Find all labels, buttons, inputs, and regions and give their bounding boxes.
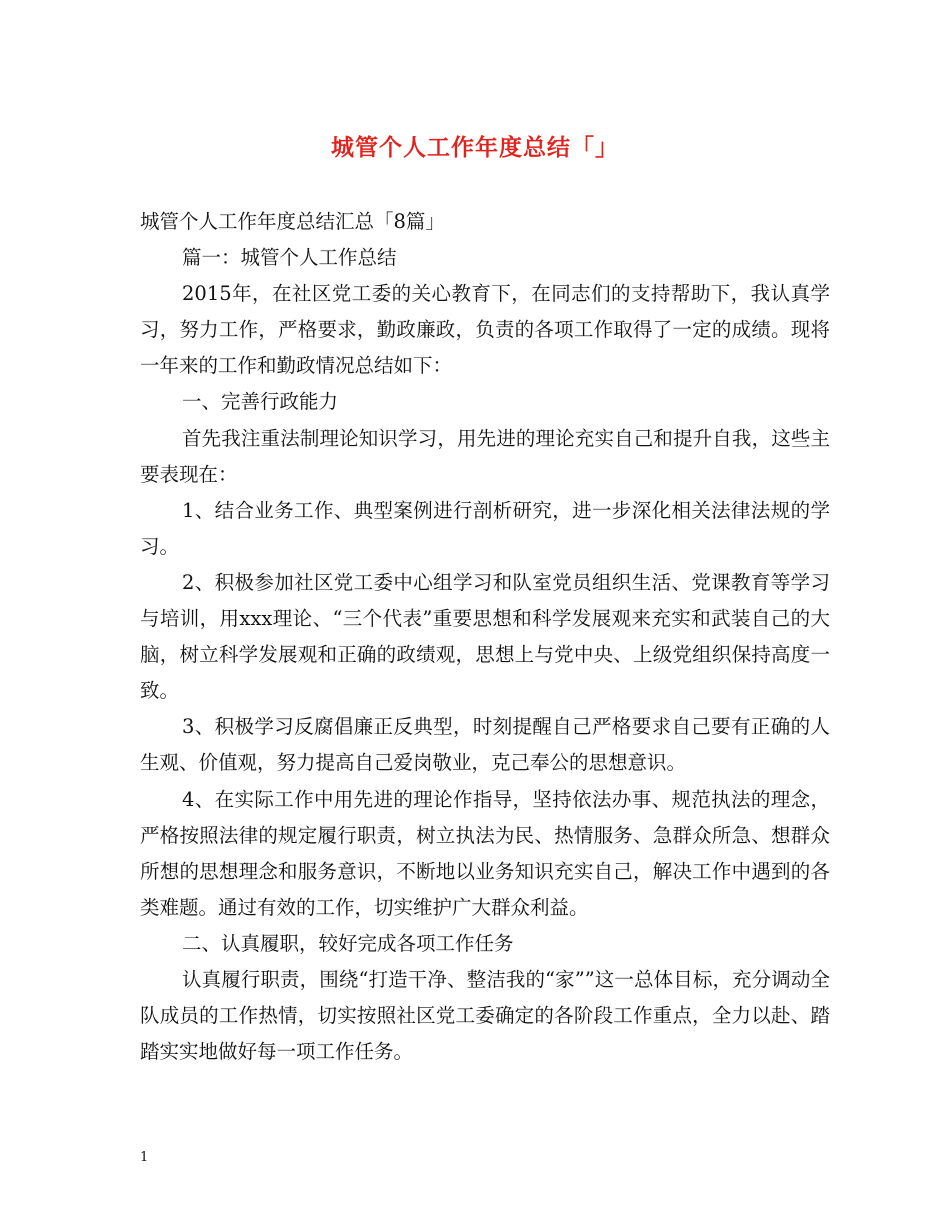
paragraph-5: 1、结合业务工作、典型案例进行剖析研究，进一步深化相关法律法规的学习。 xyxy=(140,498,830,558)
paragraph-1: 篇一：城管个人工作总结 xyxy=(182,246,397,270)
document-subtitle: 城管个人工作年度总结汇总「8篇」 xyxy=(140,210,445,233)
document-body xyxy=(140,204,830,1070)
page-number: 1 xyxy=(140,1150,149,1165)
paragraph-3: 一、完善行政能力 xyxy=(182,390,339,414)
paragraph-9: 二、认真履职，较好完成各项工作任务 xyxy=(182,931,514,955)
paragraph-8: 4、在实际工作中用先进的理论作指导，坚持依法办事、规范执法的理念，严格按照法律的规定履行职责，树立执法为民、热情服务、急群众所急、想群众所想的思想理念和服务意识，不断地以业务知识充实自己，解决工作中遇到的各类难题。通过有效的工作，切实维护广大群众利益。 xyxy=(140,787,830,919)
paragraph-4: 首先我注重法制理论知识学习，用先进的理论充实自己和提升自我，这些主要表现在： xyxy=(140,426,830,486)
paragraph-7: 3、积极学习反腐倡廉正反典型，时刻提醒自己严格要求自己要有正确的人生观、价值观，努力提高自己爱岗敬业，克己奉公的思想意识。 xyxy=(140,715,830,775)
paragraph-6: 2、积极参加社区党工委中心组学习和队室党员组织生活、党课教育等学习与培训，用xxx理论、“三个代表”重要思想和科学发展观来充实和武装自己的大脑，树立科学发展观和正确的政绩观，思想上与党中央、上级党组织保持高度一致。 xyxy=(140,570,830,703)
paragraph-2: 2015年，在社区党工委的关心教育下，在同志们的支持帮助下，我认真学习，努力工作，严格要求，勤政廉政，负责的各项工作取得了一定的成绩。现将一年来的工作和勤政情况总结如下： xyxy=(140,282,830,378)
document-title: 城管个人工作年度总结「」 xyxy=(331,134,619,161)
paragraph-10: 认真履行职责，围绕“打造干净、整洁我的“家””这一总体目标，充分调动全队成员的工作热情，切实按照社区党工委确定的各阶段工作重点，全力以赴、踏踏实实地做好每一项工作任务。 xyxy=(140,967,830,1064)
